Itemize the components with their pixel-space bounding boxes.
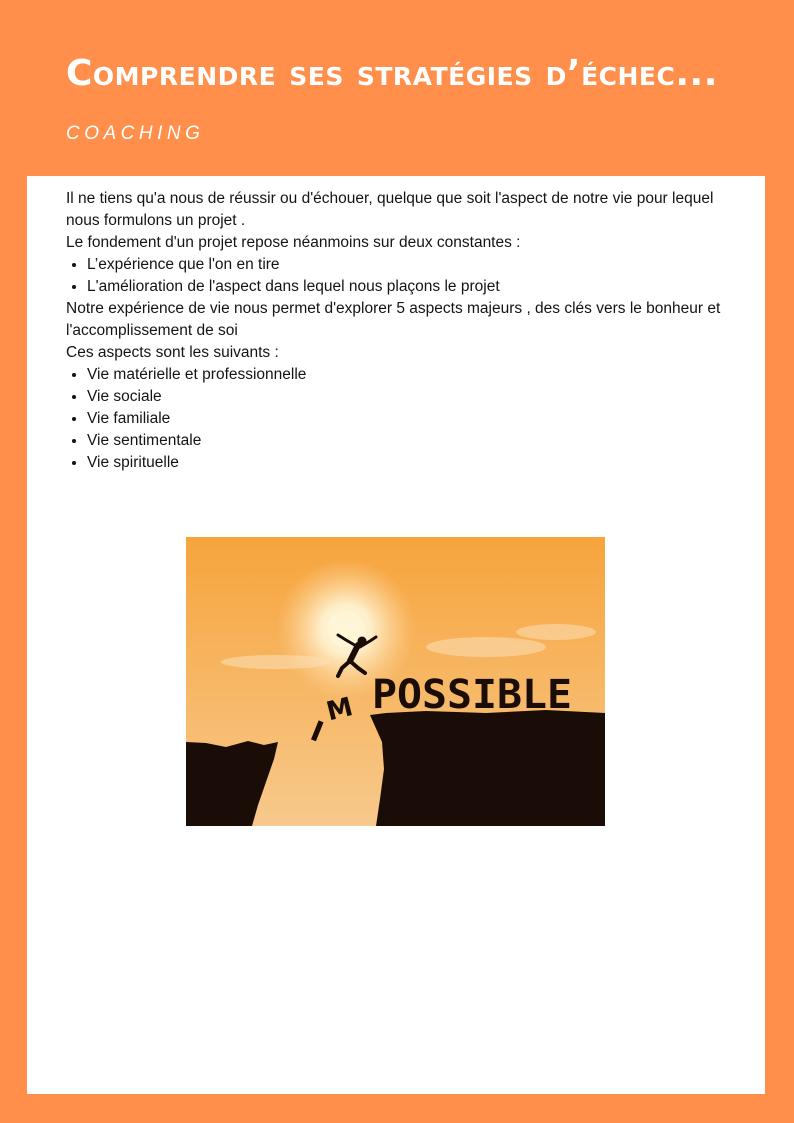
aspects-intro: Ces aspects sont les suivants : xyxy=(66,344,279,361)
list-item: • Vie familiale xyxy=(87,408,746,430)
falling-letter-m: M xyxy=(323,692,356,728)
list-item: • Vie sentimentale xyxy=(87,430,746,452)
intro-paragraph: Il ne tiens qu'a nous de réussir ou d'échouer, quelque que soit l'aspect de notre vie pour lequel nous formulons un projet . xyxy=(66,190,714,229)
page-title: Comprendre ses stratégies d’échec... xyxy=(66,53,718,94)
list-item: • L’expérience que l'on en tire xyxy=(87,254,746,276)
right-cliff xyxy=(370,710,605,826)
list-item: • Vie sociale xyxy=(87,386,746,408)
constants-list xyxy=(66,254,746,298)
experience-paragraph: Notre expérience de vie nous permet d'explorer 5 aspects majeurs , des clés vers le bonheur et l'accomplissement de soi xyxy=(66,300,721,339)
possible-word: POSSIBLE xyxy=(372,672,572,718)
foundation-paragraph: Le fondement d'un projet repose néanmoins sur deux constantes : xyxy=(66,234,521,251)
list-item: • Vie spirituelle xyxy=(87,452,746,474)
falling-letter-i: I xyxy=(305,714,329,749)
article-body xyxy=(66,188,746,474)
page-subtitle: COACHING xyxy=(66,123,205,144)
aspects-list xyxy=(66,364,746,474)
illustration-svg xyxy=(186,537,605,826)
content-card xyxy=(27,176,765,1094)
impossible-illustration xyxy=(186,537,605,826)
list-item: • Vie matérielle et professionnelle xyxy=(87,364,746,386)
list-item: • L'amélioration de l'aspect dans lequel nous plaçons le projet xyxy=(87,276,746,298)
